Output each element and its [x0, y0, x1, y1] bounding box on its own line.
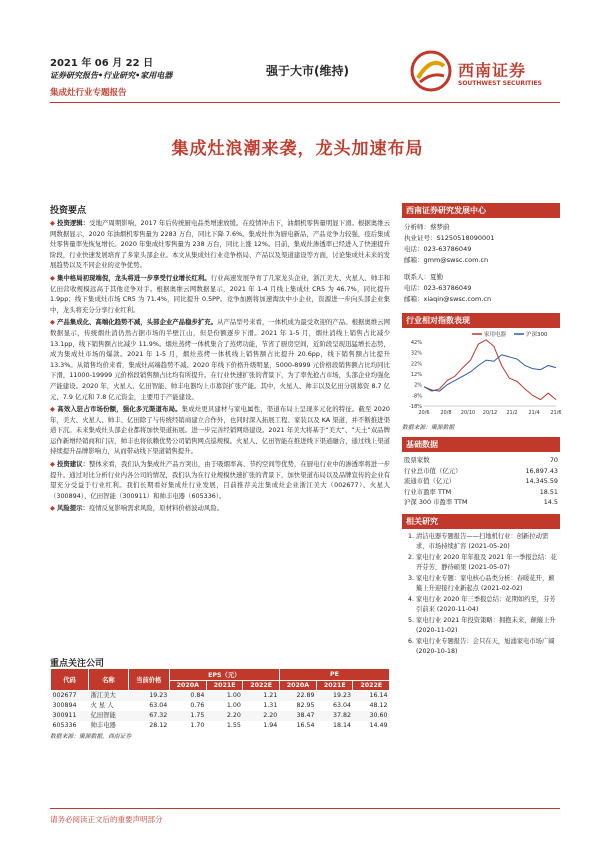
cell-value: 1.94: [263, 722, 278, 729]
cell-value: 1.00: [226, 692, 241, 699]
paragraph: ◆ 投资建议：整体来看，我们认为集成灶产品方突出，由于吸烟率高、节约空间等优势，在厨电行业中的渗透率将进一步提升。通过对比分析行业内各公司的情况，我们认为在行业规模快速扩张的背景下，加快渠道布局以及品牌宣传的企业有望充分受益于行业红利。我们长期看好集成灶行业发展，目前推荐关注集成灶企业浙江美大（002677）、火星人（300894）、亿田智能（300911）和帅丰电器（605336）。: [50, 460, 391, 500]
stocks-source: 数据来源：聚源数据，西南证券: [50, 734, 132, 740]
cell-value: 14.49: [369, 722, 388, 729]
th-name: 名称: [89, 669, 129, 691]
stocks-table: [50, 668, 390, 731]
y-tick-label: 42%: [410, 340, 422, 346]
paragraph: ◆ 高效入驻占市场份额，强化多元渠道布局。集成灶更具建材与家电属性，渠道布局上呈现多元化的特征。截至 2020 年，美大、火星人、帅丰、亿田除了与传统经销商建立合作外，也同时深入拓展工程、家装以及 KA 渠道，并不断推进渠道下沉。未来集成灶头部企业都将加快渠道拓展。进一步完善经销网络建设。2021 年美大将基于“美大”、“天土”双品牌运作新增经销商和门店，帅丰也将依赖优势公司销售网点巡规模。火星人、亿田智能在推进线下渠道融合，通过线上渠道持续提升品牌影响力，从而带动线下渠道销售提升。: [50, 405, 390, 456]
th-pe: PE: [279, 669, 389, 681]
cell-value: 63.04: [332, 702, 351, 709]
contact-phone: 电话：023-63786049: [404, 284, 472, 292]
cell-value: 30.60: [369, 712, 388, 719]
cell-name: 浙江美大: [90, 692, 116, 699]
footer-divider: [50, 808, 560, 809]
logo-text-en: SOUTHWEST SECURITIES: [458, 80, 542, 87]
rating: 强于大市(维持): [266, 64, 349, 78]
logo-mark-icon: [410, 50, 452, 92]
cell-name: 帅丰电器: [90, 722, 116, 729]
stocks-table-wrap: [50, 668, 390, 740]
sidebar-center-title: 西南证券研究发展中心: [402, 203, 560, 218]
basic-data-row: [402, 497, 560, 508]
basic-key: 流通市值（亿元）: [404, 477, 456, 485]
x-tick-label: 20/6: [418, 410, 430, 416]
related-report-link[interactable]: 2. 家电行业 2020 年年报及 2021 年一季报总结：花开芬芳，静待硕果 (2021-05-07): [416, 553, 560, 573]
basic-value: 16,897.43: [525, 466, 558, 475]
footer-disclaimer: 请务必阅读正文后的重要声明部分: [50, 815, 163, 824]
y-tick-label: -18%: [409, 404, 422, 410]
basic-key: 沪深 300 市盈率 TTM: [404, 498, 468, 506]
paragraph: ◆ 产品集成化、高端化趋势不减，头部企业产品稳步扩充。从产品型号来看，一体机成为最受欢迎的产品。根据奥维云网数据显示，传统烟灶消仍然占据市场的半壁江山，但是份额逐步下滑。2021 年 1-5 月，烟灶消线上销售占比减少 13.1pp，线下销售额占比减少 11.9%。烟灶蒸烤一体机集合了蒸烤功能，节省了厨房空间，近阶段呈现迅猛增长态势，成为集成灶市场的爆款。2021 年 1-5 月，烟灶蒸烤一体机线上销售额占比提升 20.6pp，线下销售额占比提升 13.3%。从销售均价来看，集成灶高端趋势不减。2020 年线下价格升级明显，5000-8999 元价格段销售额占比均同比下滑，11000-19999 元价格段销售额占比均有所提升。在行业快速扩张的背景下，为了率先抢占市场，头部企业均强化产能建设。2020 年，火星人、亿田智能、帅丰电器均上市募资扩张产能。其中，火星人、帅丰以及亿田分别募资 8.7 亿元、7.9 亿元和 7.8 亿元资金，主要用于产能建设。: [50, 318, 391, 401]
x-tick-label: 20/10: [460, 410, 476, 416]
main-body: [50, 218, 390, 516]
analyst-name: 分析师：蔡梦蔚: [404, 223, 450, 231]
contact-email[interactable]: 邮箱：xiaqin@swsc.com.cn: [404, 295, 492, 303]
table-row: [51, 721, 390, 731]
basic-data-row: [402, 487, 560, 498]
analyst-cert: 执业证号：S1250518090001: [404, 234, 495, 242]
legend-label: 沪深300: [526, 332, 548, 338]
related-report-link[interactable]: 4. 家电行业 2020 年三季报总结：花期如约至，芬芳引前来 (2020-11-04): [416, 595, 560, 615]
index-performance-chart: [402, 328, 560, 418]
stocks-section-label: 重点关注公司: [50, 659, 105, 669]
cell-value: 1.00: [226, 702, 241, 709]
cell-value: 1.70: [190, 722, 205, 729]
cell-value: 38.47: [296, 712, 315, 719]
paragraph: ◆ 集中格局初现端倪，龙头将进一步享受行业增长红利。行业高速发展孕育了几家龙头企业，浙江美大、火星人、帅丰和亿田营收规模远高于其他竞争对手。根据奥维云网数据显示，2021 年 1-4 月线上集成灶 CR5 为 46.7%，同比提升 1.9pp；线下集成灶市场 CR5 为 71.4%，同比提升 0.5PP。竞争加剧将加速淘汰中小企业，资源进一步向头部企业集中，龙头将充分分享行业红利。: [50, 273, 391, 314]
x-tick-label: 21/6: [550, 410, 562, 416]
related-report-link[interactable]: 3. 家电行业专题：家电核心品类分析：春暖花开，颠簸上升迎接行业新起点 (2021-02-02): [416, 574, 560, 594]
cell-price: 19.23: [149, 692, 168, 699]
x-tick-label: 21/2: [506, 410, 518, 416]
th-year: 2020A: [169, 681, 206, 691]
cell-code: 300894: [52, 702, 77, 709]
series-line: [424, 340, 556, 400]
y-tick-label: 2%: [414, 382, 422, 389]
chart-title: 行业相对指数表现: [402, 313, 560, 328]
basic-key: 股票家数: [404, 456, 430, 464]
basic-data-row: [402, 466, 560, 477]
report-series: 集成灶行业专题报告: [50, 88, 127, 98]
report-date: 2021 年 06 月 22 日: [50, 58, 154, 69]
cell-value: 1.21: [263, 692, 278, 699]
chart-source: 数据来源：聚源数据: [402, 425, 455, 431]
basic-value: 14.5: [543, 498, 558, 506]
cell-value: 48.12: [369, 702, 388, 709]
contact-name: 联系人：夏勤: [404, 273, 443, 281]
th-price: 当前价格: [128, 669, 169, 691]
th-year: 2022E: [353, 681, 390, 691]
basic-data-title: 基础数据: [402, 437, 560, 452]
analyst-email[interactable]: 邮箱：gmm@swsc.com.cn: [404, 256, 489, 264]
cell-value: 0.84: [190, 692, 205, 699]
table-row: [51, 701, 390, 711]
cell-code: 002677: [52, 692, 77, 699]
cell-price: 67.32: [149, 712, 168, 719]
header-divider: [50, 102, 560, 103]
y-tick-label: -8%: [412, 393, 422, 400]
basic-key: 行业总市值（亿元）: [404, 466, 462, 475]
basic-key: 行业市盈率 TTM: [404, 487, 452, 496]
basic-value: 18.51: [539, 487, 558, 496]
y-tick-label: 32%: [410, 350, 422, 357]
cell-value: 2.20: [263, 712, 278, 719]
section-label: 投资要点: [50, 206, 87, 216]
th-year: 2021E: [206, 681, 242, 691]
basic-value: 70: [549, 456, 558, 464]
cell-value: 37.82: [332, 712, 351, 719]
analyst-phone: 电话：023-63786049: [404, 245, 472, 253]
cell-value: 18.14: [332, 722, 351, 729]
cell-value: 1.55: [226, 722, 241, 729]
cell-value: 16.14: [369, 692, 388, 699]
th-eps: EPS（元）: [169, 669, 279, 681]
th-year: 2020A: [279, 681, 316, 691]
sidebar: [402, 203, 560, 658]
brand-logo: [410, 50, 560, 100]
cell-code: 605336: [52, 722, 77, 729]
cell-value: 2.20: [226, 712, 241, 719]
th-code: 代码: [51, 669, 89, 691]
th-year: 2022E: [243, 681, 279, 691]
cell-value: 22.89: [296, 692, 315, 699]
y-tick-label: 22%: [410, 361, 422, 368]
related-report-link[interactable]: 1. 清洁电器专题报告——扫地机行业：创新拉动需求，市场持续扩容 (2021-05-20): [416, 532, 560, 552]
cell-value: 1.31: [263, 702, 278, 709]
cell-value: 0.76: [190, 702, 205, 709]
page-title: 集成灶浪潮来袭，龙头加速布局: [171, 139, 424, 159]
related-report-link[interactable]: 6. 家电行业专题报告：会只在天，旭涌家电市场广阔 (2020-10-18): [416, 637, 560, 657]
basic-value: 14,345.59: [525, 477, 558, 485]
cell-code: 300911: [52, 712, 77, 719]
table-row: [51, 691, 390, 702]
series-line: [424, 355, 556, 391]
cell-name: 火 星 人: [90, 702, 114, 709]
related-title: 相关研究: [402, 514, 560, 529]
cell-value: 1.75: [190, 712, 205, 719]
related-report-link[interactable]: 5. 家电行业 2021 年投资策略：拥抱未来，颠簸上升 (2020-11-02): [416, 616, 560, 636]
cell-value: 19.23: [332, 692, 351, 699]
cell-price: 63.04: [149, 702, 168, 709]
paragraph: ◆ 风险提示：疫情反复影响需求风险，原材料价格波动风险。: [50, 504, 224, 513]
y-tick-label: 12%: [410, 372, 422, 378]
th-year: 2021E: [317, 681, 353, 691]
basic-data-row: [402, 476, 560, 487]
basic-data-row: [402, 455, 560, 466]
x-tick-label: 21/4: [528, 410, 540, 416]
related-list: [402, 532, 560, 657]
cell-value: 16.54: [296, 722, 315, 729]
basic-data-table: [402, 455, 560, 508]
paragraph: ◆ 投资逻辑：受地产周期影响，2017 年后传统厨电品类增速放缓。在疫情冲击下，油烟机零售量明显下滑。根据奥维云网数据显示，2020 年油烟机零售量为 2283 万台，同比下降 7.6%。集成灶作为厨电新品，产品竞争力较强，疫后集成灶零售量率先恢复增长。2020 年集成灶零售量为 238 万台，同比上涨 12%。目前，集成灶渗透率已经进入了快速提升阶段，行业快速发展培育了多家头部企业。本文从集成灶行业竞争格局、产品以及渠道建设等方面，讨论集成灶未来的发展趋势以及不同企业的竞争优势。: [50, 219, 391, 270]
report-type: 证券研究报告•行业研究•家用电器: [50, 71, 173, 80]
cell-name: 亿田智能: [90, 712, 116, 719]
x-tick-label: 20/12: [482, 410, 498, 416]
cell-value: 82.95: [296, 702, 315, 709]
logo-text-cn: 西南证券: [458, 61, 527, 80]
cell-price: 28.12: [149, 722, 168, 729]
table-row: [51, 711, 390, 721]
x-tick-label: 20/8: [440, 410, 452, 416]
legend-label: 家用电器: [484, 332, 507, 338]
